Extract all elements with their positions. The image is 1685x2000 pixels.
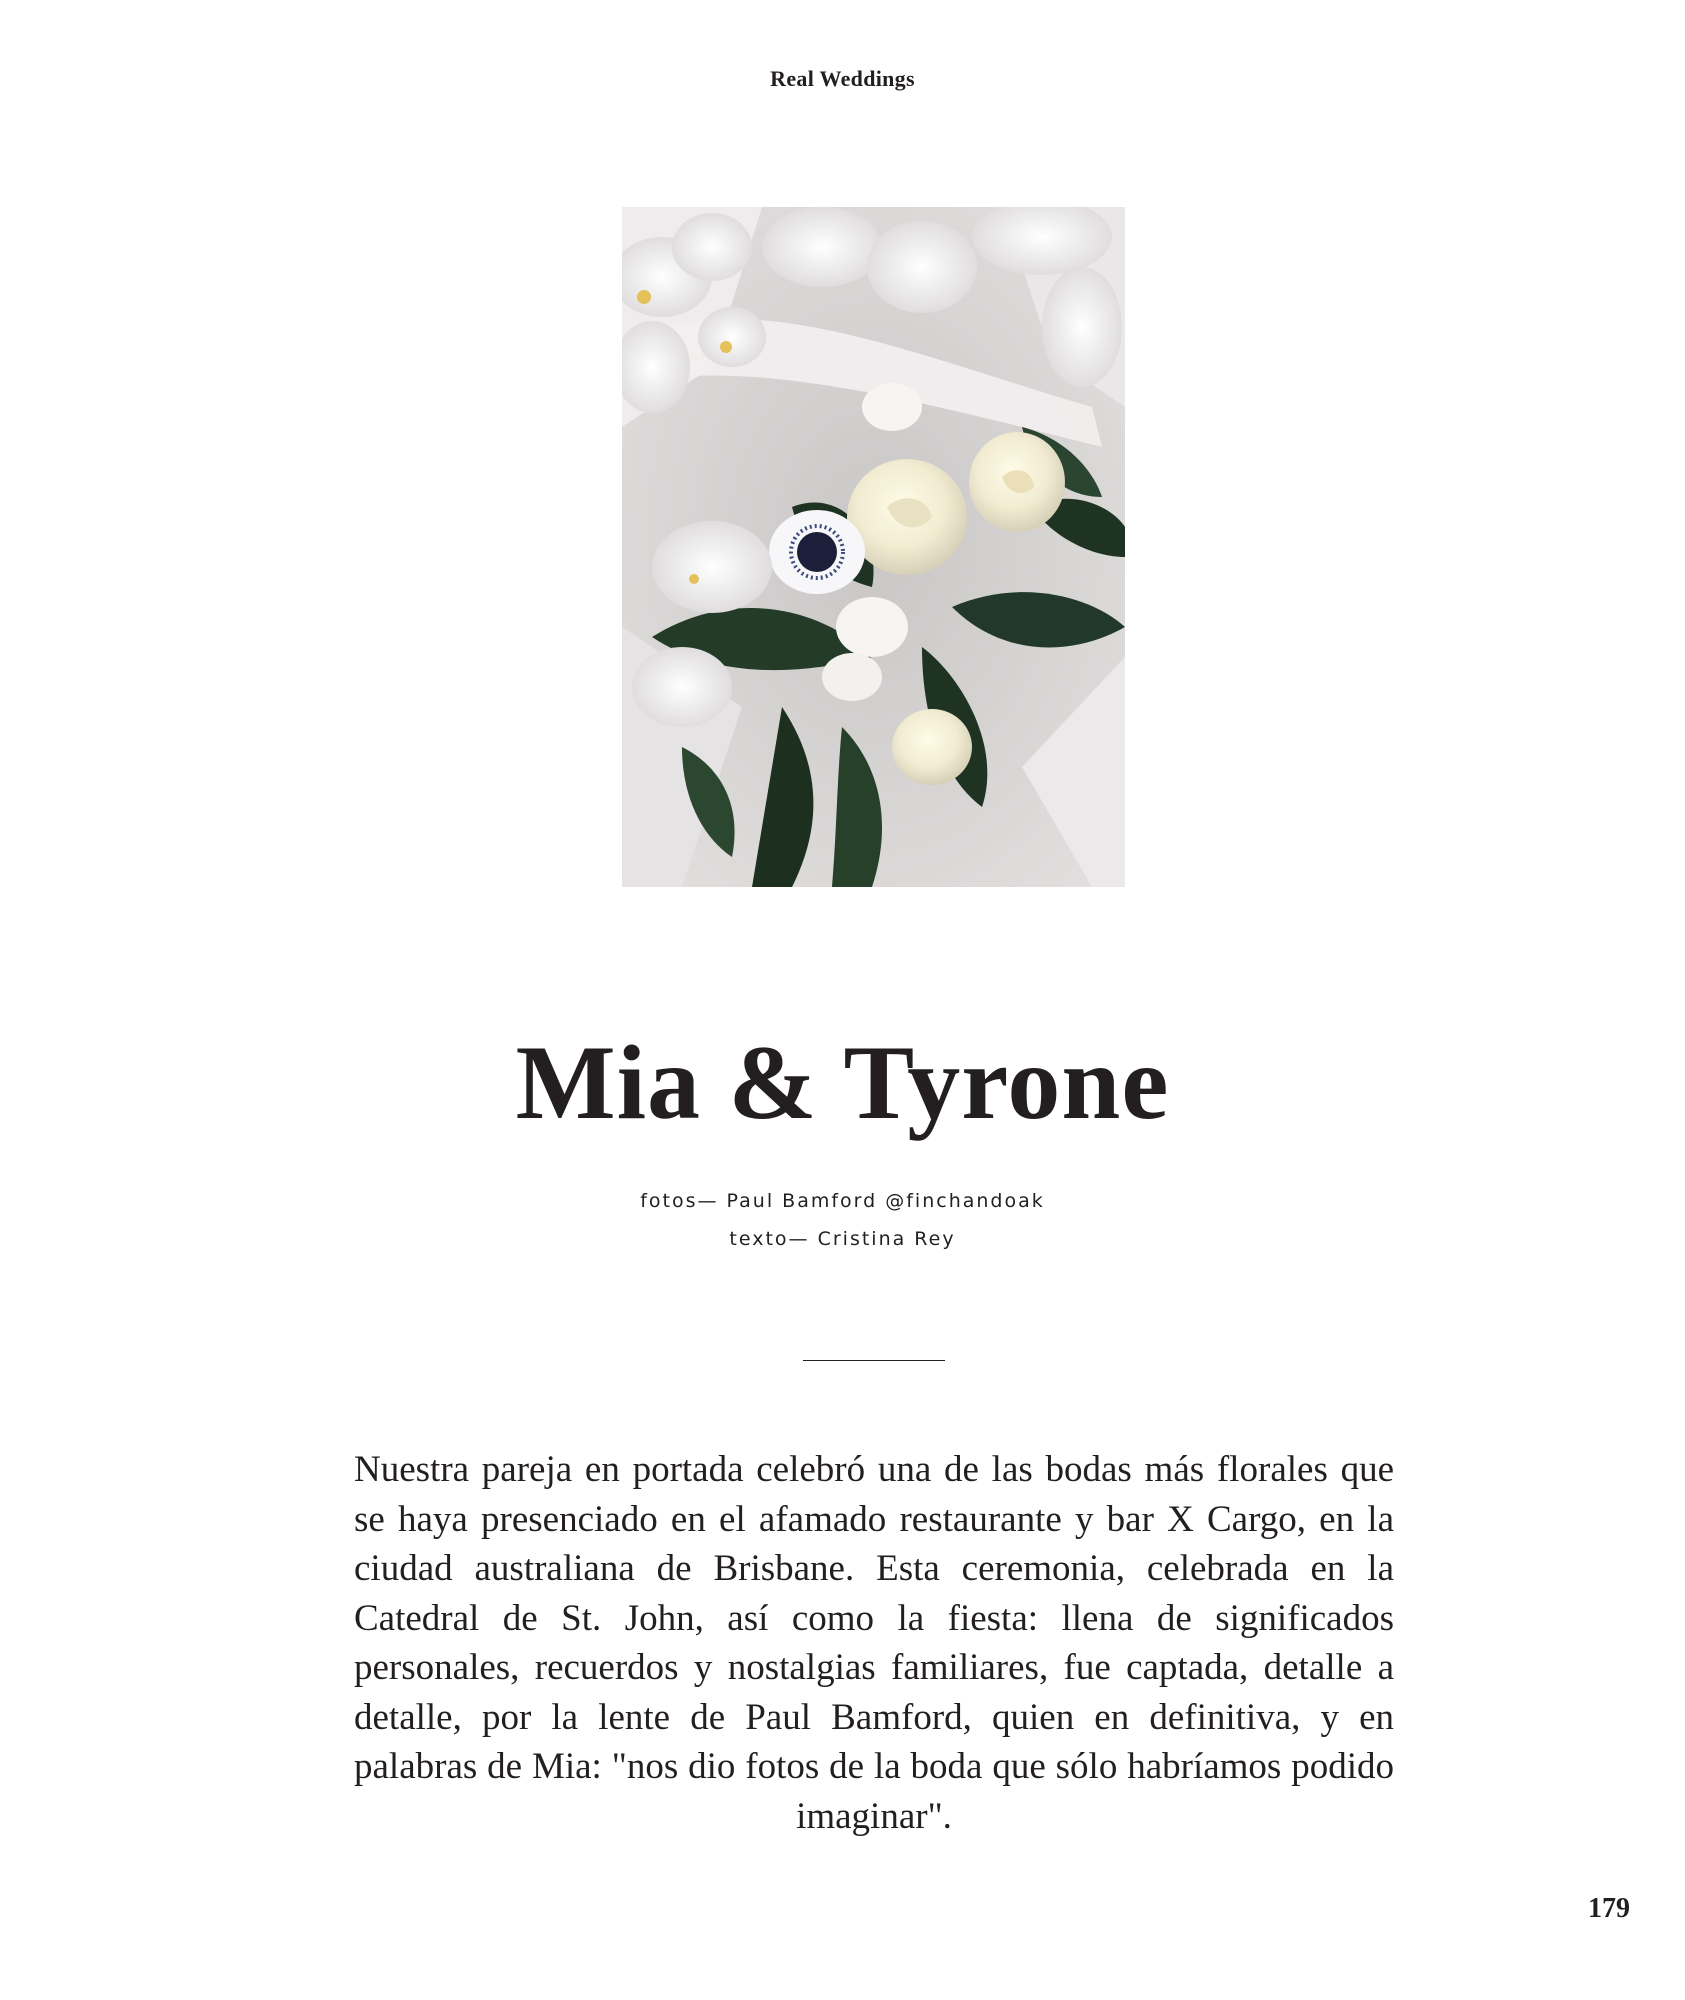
photo-credit: fotos— Paul Bamford @finchandoak <box>640 1190 1045 1212</box>
bouquet-photo <box>622 207 1125 887</box>
section-label: Real Weddings <box>770 66 915 91</box>
page-number: 179 <box>1588 1893 1630 1924</box>
article-title: Mia & Tyrone <box>515 1024 1170 1141</box>
bouquet-illustration <box>622 207 1125 887</box>
intro-paragraph: Nuestra pareja en portada celebró una de las bodas más florales que se haya presenciado en el afamado restaurante y bar X Cargo, en la ciudad australiana de Brisbane. Esta ceremonia, celebrada en la Catedral de St. John, así como la fiesta: llena de significados personales, recuerdos y nostalgias familiares, fue captada, detalle a detalle, por la lente de Paul Bamford, quien en definitiva, y en palabras de Mia: "nos dio fotos de la boda que sólo habríamos podido imaginar". <box>354 1449 1394 1837</box>
text-credit: texto— Cristina Rey <box>729 1228 956 1250</box>
divider-rule <box>803 1360 945 1361</box>
